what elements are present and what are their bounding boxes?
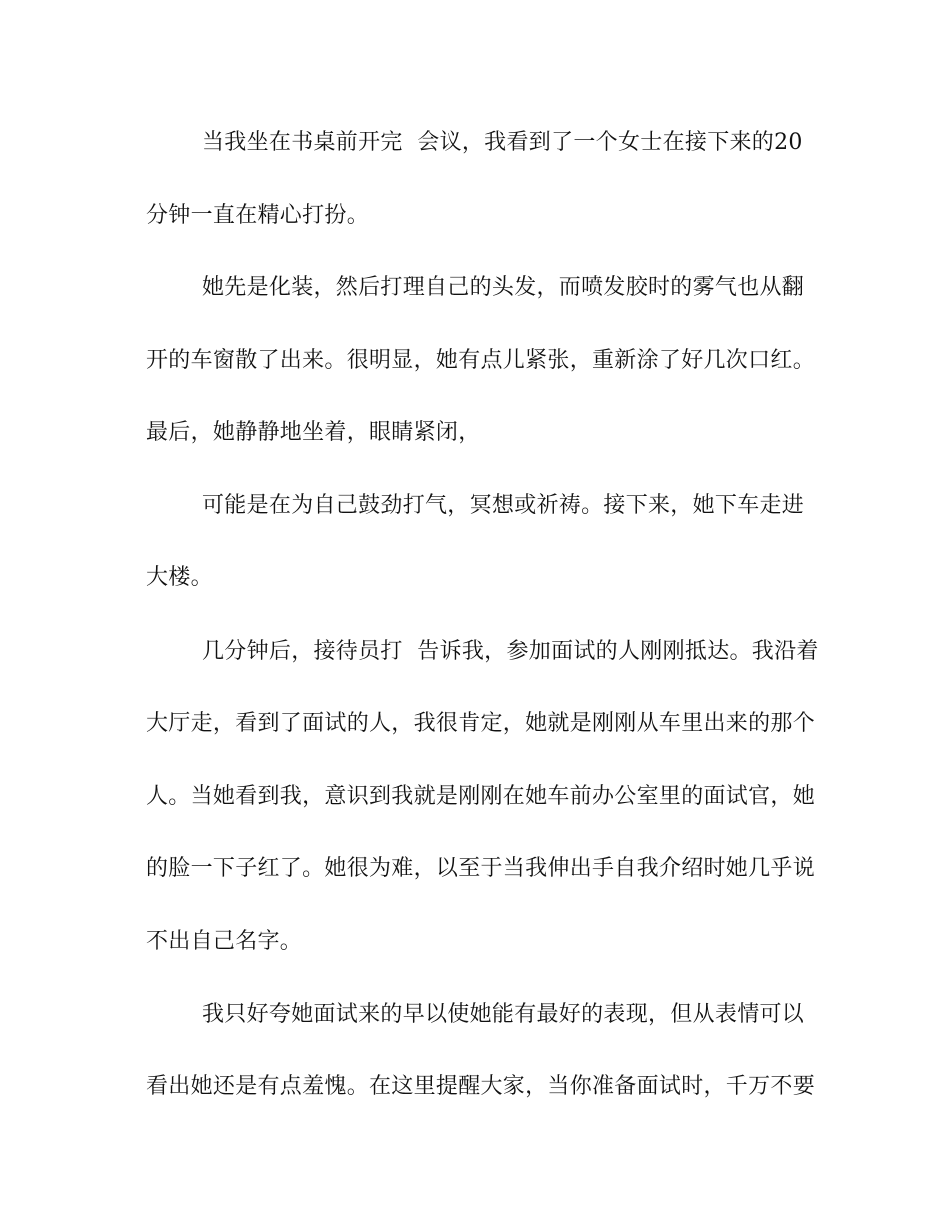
paragraph-1-line-1: 当我坐在书桌前开完 会议，我看到了一个女士在接下来的20 [202,130,803,155]
paragraph-4-line-1: 几分钟后，接待员打 告诉我，参加面试的人刚刚抵达。我沿着 [202,639,819,664]
paragraph-5-line-2: 看出她还是有点羞愧。在这里提醒大家，当你准备面试时，千万不要 [146,1074,816,1099]
paragraph-1-line-2: 分钟一直在精心打扮。 [146,203,370,228]
paragraph-5-line-1: 我只好夸她面试来的早以使她能有最好的表现，但从表情可以 [202,1002,805,1027]
paragraph-2-line-1: 她先是化装，然后打理自己的头发，而喷发胶时的雾气也从翻 [202,275,805,300]
paragraph-4-line-2: 大厅走，看到了面试的人，我很肯定，她就是刚刚从车里出来的那个 [146,711,816,736]
paragraph-2-line-3: 最后，她静静地坐着，眼睛紧闭， [146,420,481,445]
paragraph-3-line-1: 可能是在为自己鼓劲打气，冥想或祈祷。接下来，她下车走进 [202,493,805,518]
paragraph-2-line-2: 开的车窗散了出来。很明显，她有点儿紧张，重新涂了好几次口红。 [146,348,816,373]
paragraph-4-line-4: 的脸一下子红了。她很为难，以至于当我伸出手自我介绍时她几乎说 [146,856,816,881]
paragraph-3-line-2: 大楼。 [146,565,213,590]
paragraph-4-line-5: 不出自己名字。 [146,929,303,954]
paragraph-4-line-3: 人。当她看到我，意识到我就是刚刚在她车前办公室里的面试官，她 [146,784,816,809]
